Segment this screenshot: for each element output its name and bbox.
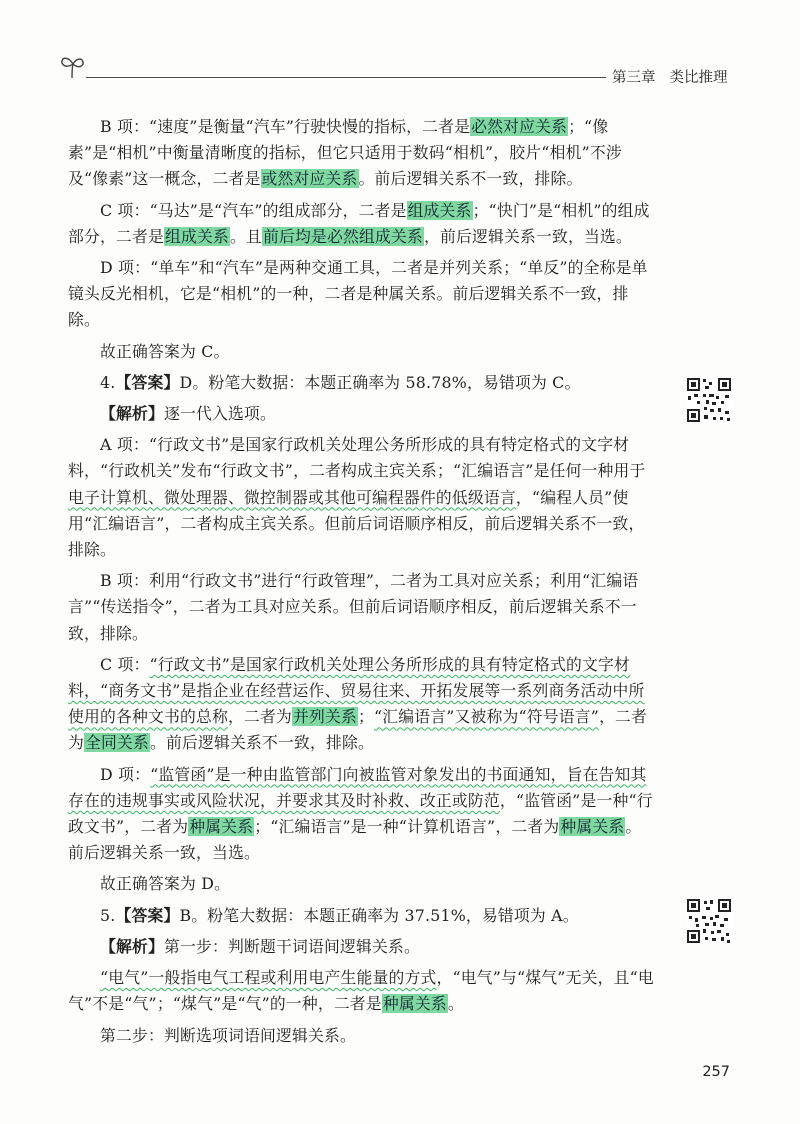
q4-answer-line: 4.【答案】D。粉笔大数据：本题正确率为 58.78%，易错项为 C。 [100,372,581,392]
q5-answer-line: 5.【答案】B。粉笔大数据：本题正确率为 37.51%，易错项为 A。 [100,905,579,925]
highlight: 必然对应关系 [471,117,568,136]
highlight: 种属关系 [382,994,447,1014]
highlight: 种属关系 [189,817,254,837]
q3-answer-conclusion: 故正确答案为 C。 [100,341,230,361]
q3-option-d: D 项：“单车”和“汽车”是两种交通工具，二者是并列关系；“单反”的全称是单镜头反光相机，它是“相机”的一种，二者是种属关系。前后逻辑关系不一致，排除。 [68,258,648,330]
q3-option-b: B 项：“速度”是衡量“汽车”行驶快慢的指标，二者是必然对应关系；“像素”是“相机”中衡量清晰度的指标，但它只适用于数码“相机”，胶片“相机”不涉及“像素”这一概念，二者是或然对应关系。前后逻辑关系不一致，排除。 [68,117,622,189]
highlight: 或然对应关系 [261,169,358,189]
q4-option-b: B 项：利用“行政文书”进行“行政管理”，二者为工具对应关系；利用“汇编语言”“传送指令”，二者为工具对应关系。但前后词语顺序相反，前后逻辑关系不一致，排除。 [68,571,639,643]
answer-label: 【答案】 [115,372,180,392]
wavy-underline: “监管函”是一种由监管部门向被监管对象发出的书面通知，旨在告知其存在的违规事实或风险状况，并要求其及时补救、改正或防范 [68,764,647,810]
qr-code-icon[interactable] [685,376,733,424]
analysis-label: 【解析】 [100,404,164,424]
page-number: 257 [702,1064,730,1080]
q4-option-c: C 项：“行政文书”是国家行政机关处理公务所形成的具有特定格式的文字材料，“商务文书”是指企业在经营运作、贸易往来、开拓发展等一系列商务活动中所使用的各种文书的总称，二者为并列关系；“汇编语言”又被称为“符号语言”，二者为全同关系。前后逻辑关系不一致，排除。 [68,654,648,753]
q3-option-c: C 项：“马达”是“汽车”的组成部分，二者是组成关系；“快门”是“相机”的组成部分，二者是组成关系。且前后均是必然组成关系，前后逻辑关系一致，当选。 [68,200,650,246]
wavy-underline: 电子计算机、微处理器、微控制器或其他可编程器件的低级语言 [68,487,516,507]
page-header [0,0,800,110]
highlight: 组成关系 [164,226,229,246]
question-number: 4. [100,372,116,392]
analysis-label: 【解析】 [100,936,164,956]
highlight: 全同关系 [85,733,149,753]
highlight: 前后均是必然组成关系 [262,226,423,246]
wavy-underline: “汇编语言”又被称为“符号语言” [373,707,600,727]
q4-analysis-line: 【解析】逐一代入选项。 [100,404,276,424]
q5-step1-paragraph: “电气”一般指电气工程或利用电产生能量的方式，“电气”与“煤气”无关，且“电气”不是“气”；“煤气”是“气”的一种，二者是种属关系。 [68,968,654,1014]
sprout-leaf-icon [58,52,88,82]
running-header [612,66,728,87]
chapter-label: 第三章 [612,70,656,86]
q4-option-d: D 项：“监管函”是一种由监管部门向被监管对象发出的书面通知，旨在告知其存在的违规事实或风险状况，并要求其及时补救、改正或防范，“监管函”是一种“行政文书”，二者为种属关系；“汇编语言”是一种“计算机语言”，二者为种属关系。前后逻辑关系一致，当选。 [68,764,653,863]
page-content [68,114,656,1049]
q5-step2-paragraph: 第二步：判断选项词语间逻辑关系。 [100,1025,356,1045]
highlight: 并列关系 [292,707,357,727]
q5-analysis-line: 【解析】第一步：判断题干词语间逻辑关系。 [100,936,420,956]
header-rule [86,77,606,78]
wavy-underline: “电气”一般指电气工程或利用电产生能量的方式 [100,968,437,988]
highlight: 组成关系 [407,200,472,220]
qr-code-icon[interactable] [685,897,733,945]
answer-label: 【答案】 [115,905,180,925]
q4-option-a: A 项：“行政文书”是国家行政机关处理公务所形成的具有特定格式的文字材料，“行政机关”发布“行政文书”，二者构成主宾关系；“汇编语言”是任何一种用于电子计算机、微处理器、微控制器或其他可编程器件的低级语言，“编程人员”使用“汇编语言”，二者构成主宾关系。但前后词语顺序相反，前后逻辑关系不一致，排除。 [68,435,646,560]
section-label: 类比推理 [669,70,728,86]
wavy-underline: “行政文书”是国家行政机关处理公务所形成的具有特定格式的文字材料，“商务文书”是指企业在经营运作、贸易往来、开拓发展等一系列商务活动中所使用的各种文书的总称 [68,654,645,727]
q4-answer-conclusion: 故正确答案为 D。 [100,874,231,894]
question-number: 5. [100,905,116,925]
highlight: 种属关系 [560,817,625,837]
